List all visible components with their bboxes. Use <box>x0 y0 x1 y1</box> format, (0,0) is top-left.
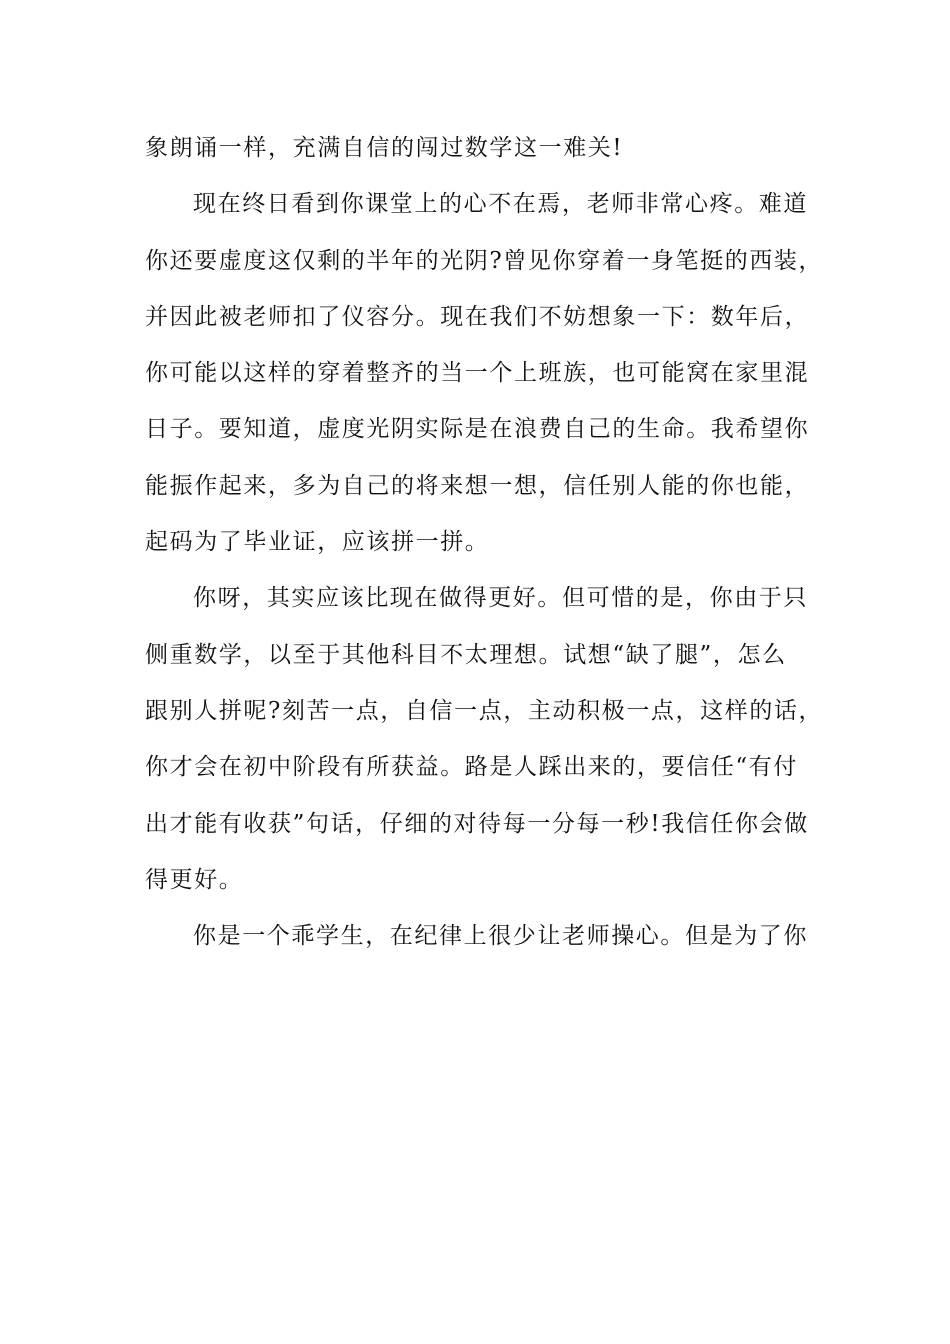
text-line: 你呀，其实应该比现在做得更好。但可惜的是，你由于只 <box>193 585 808 612</box>
document-page <box>145 128 824 972</box>
text-line: 得更好。 <box>145 866 244 893</box>
text-line: 你还要虚度这仅剩的半年的光阴?曾见你穿着一身笔挺的西装， <box>145 247 824 274</box>
text-line: 象朗诵一样，充满自信的闯过数学这一难关! <box>145 135 624 161</box>
text-line: 你可能以这样的穿着整齐的当一个上班族，也可能窝在家里混 <box>145 360 810 387</box>
text-line: 日子。要知道，虚度光阴实际是在浪费自己的生命。我希望你 <box>145 416 810 443</box>
text-line: 起码为了毕业证，应该拼一拼。 <box>145 529 490 556</box>
text-line: 现在终日看到你课堂上的心不在焉，老师非常心疼。难道 <box>193 191 808 218</box>
text-line: 出才能有收获”句话，仔细的对待每一分每一秒!我信任你会做 <box>145 810 809 837</box>
text-line: 你才会在初中阶段有所获益。路是人踩出来的，要信任“有付 <box>145 754 798 781</box>
text-line: 侧重数学，以至于其他科目不太理想。试想“缺了腿”，怎么 <box>145 641 787 668</box>
text-line: 跟别人拼呢?刻苦一点，自信一点，主动积极一点，这样的话， <box>145 697 824 724</box>
text-line: 能振作起来，多为自己的将来想一想，信任别人能的你也能， <box>145 472 810 499</box>
text-line: 并因此被老师扣了仪容分。现在我们不妨想象一下：数年后， <box>145 303 810 330</box>
text-line: 你是一个乖学生，在纪律上很少让老师操心。但是为了你 <box>193 923 808 950</box>
